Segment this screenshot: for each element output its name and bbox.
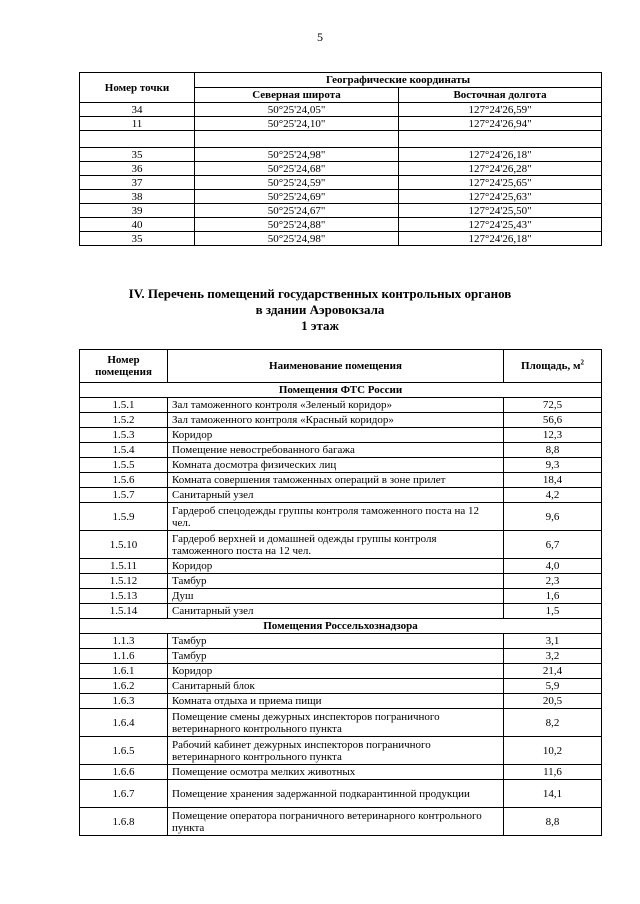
- longitude: 127°24'25,65": [399, 176, 602, 190]
- room-name: Зал таможенного контроля «Красный коридор»: [168, 413, 504, 428]
- latitude: 50°25'24,67": [195, 204, 399, 218]
- room-name: Комната досмотра физических лиц: [168, 458, 504, 473]
- group-title-fts: Помещения ФТС России: [80, 383, 602, 398]
- table-row: [80, 679, 602, 694]
- coords-group-a: [80, 103, 602, 131]
- rooms-group-rsn: [80, 619, 602, 836]
- room-area: 5,9: [504, 679, 602, 694]
- table-row: [80, 531, 602, 559]
- table-row: [80, 765, 602, 780]
- room-name: Зал таможенного контроля «Зеленый коридор»: [168, 398, 504, 413]
- coords-gap: [80, 131, 602, 148]
- table-row: [80, 488, 602, 503]
- room-number: 1.5.3: [80, 428, 168, 443]
- table-row: [80, 204, 602, 218]
- longitude: 127°24'26,18": [399, 148, 602, 162]
- room-name: Коридор: [168, 559, 504, 574]
- room-area: 20,5: [504, 694, 602, 709]
- latitude: 50°25'24,68": [195, 162, 399, 176]
- rooms-group-fts: [80, 383, 602, 619]
- room-name: Душ: [168, 589, 504, 604]
- table-row: [80, 694, 602, 709]
- room-name: Тамбур: [168, 649, 504, 664]
- room-name: Коридор: [168, 664, 504, 679]
- room-area: 6,7: [504, 531, 602, 559]
- point-number: 35: [80, 232, 195, 246]
- col-header-area: [504, 350, 602, 383]
- area-unit-sup: 2: [580, 358, 584, 367]
- table-row: [80, 649, 602, 664]
- point-number: 39: [80, 204, 195, 218]
- room-name: Гардероб спецодежды группы контроля таможенного поста на 12 чел.: [168, 503, 504, 531]
- room-number: 1.6.4: [80, 709, 168, 737]
- table-row: [80, 232, 602, 246]
- point-number: 34: [80, 103, 195, 117]
- room-number: 1.5.4: [80, 443, 168, 458]
- room-number: 1.6.2: [80, 679, 168, 694]
- table-row: [80, 737, 602, 765]
- room-name: Коридор: [168, 428, 504, 443]
- table-row: [80, 473, 602, 488]
- room-name: Помещение невостребованного багажа: [168, 443, 504, 458]
- table-row: [80, 190, 602, 204]
- point-number: 38: [80, 190, 195, 204]
- group-header-fts: [80, 383, 602, 398]
- table-row: [80, 604, 602, 619]
- table-row: [80, 458, 602, 473]
- room-area: 4,2: [504, 488, 602, 503]
- room-area: 72,5: [504, 398, 602, 413]
- longitude: 127°24'26,18": [399, 232, 602, 246]
- longitude: 127°24'26,94": [399, 117, 602, 131]
- col-header-lon: Восточная долгота: [399, 88, 602, 103]
- table-row: [80, 218, 602, 232]
- room-area: 9,3: [504, 458, 602, 473]
- room-area: 3,1: [504, 634, 602, 649]
- latitude: 50°25'24,10": [195, 117, 399, 131]
- table-row: [80, 589, 602, 604]
- point-number: 40: [80, 218, 195, 232]
- section-title-line1: IV. Перечень помещений государственных контрольных органов: [128, 286, 512, 301]
- room-area: 1,5: [504, 604, 602, 619]
- latitude: 50°25'24,05": [195, 103, 399, 117]
- point-number: 37: [80, 176, 195, 190]
- longitude: 127°24'25,43": [399, 218, 602, 232]
- room-name: Тамбур: [168, 574, 504, 589]
- room-number: 1.5.7: [80, 488, 168, 503]
- room-area: 1,6: [504, 589, 602, 604]
- room-number: 1.6.7: [80, 780, 168, 808]
- coordinates-table: [79, 72, 602, 246]
- room-area: 10,2: [504, 737, 602, 765]
- latitude: 50°25'24,98": [195, 148, 399, 162]
- room-name: Санитарный узел: [168, 488, 504, 503]
- room-number: 1.5.2: [80, 413, 168, 428]
- room-number: 1.6.6: [80, 765, 168, 780]
- col-header-point: Номер точки: [80, 73, 195, 103]
- area-unit-label: Площадь, м: [521, 360, 581, 372]
- room-name: Комната совершения таможенных операций в зоне прилет: [168, 473, 504, 488]
- room-name: Помещение хранения задержанной подкарантинной продукции: [168, 780, 504, 808]
- room-area: 4,0: [504, 559, 602, 574]
- room-area: 8,2: [504, 709, 602, 737]
- section-title-line2: в здании Аэровокзала: [255, 302, 385, 317]
- room-number: 1.5.5: [80, 458, 168, 473]
- room-name: Помещение осмотра мелких животных: [168, 765, 504, 780]
- room-number: 1.1.6: [80, 649, 168, 664]
- longitude: 127°24'26,59": [399, 103, 602, 117]
- room-number: 1.5.9: [80, 503, 168, 531]
- point-number: 35: [80, 148, 195, 162]
- rooms-table: [79, 349, 602, 836]
- room-name: Гардероб верхней и домашней одежды группы контроля таможенного поста на 12 чел.: [168, 531, 504, 559]
- table-row: [80, 117, 602, 131]
- group-title-rsn: Помещения Россельхознадзора: [80, 619, 602, 634]
- room-area: 9,6: [504, 503, 602, 531]
- col-header-room-name: Наименование помещения: [168, 350, 504, 383]
- table-row: [80, 162, 602, 176]
- latitude: 50°25'24,59": [195, 176, 399, 190]
- room-number: 1.5.12: [80, 574, 168, 589]
- point-number: 36: [80, 162, 195, 176]
- room-number: 1.6.8: [80, 808, 168, 836]
- room-number: 1.5.11: [80, 559, 168, 574]
- group-header-rsn: [80, 619, 602, 634]
- room-number: 1.6.3: [80, 694, 168, 709]
- room-area: 12,3: [504, 428, 602, 443]
- table-row: [80, 780, 602, 808]
- col-header-geo: Географические координаты: [195, 73, 602, 88]
- table-row: [80, 664, 602, 679]
- table-row: [80, 503, 602, 531]
- room-area: 56,6: [504, 413, 602, 428]
- table-row: [80, 413, 602, 428]
- room-area: 8,8: [504, 808, 602, 836]
- room-number: 1.5.13: [80, 589, 168, 604]
- table-row: [80, 428, 602, 443]
- page-number: 5: [317, 30, 323, 44]
- room-area: 8,8: [504, 443, 602, 458]
- latitude: 50°25'24,69": [195, 190, 399, 204]
- table-row: [80, 148, 602, 162]
- room-number: 1.5.6: [80, 473, 168, 488]
- latitude: 50°25'24,98": [195, 232, 399, 246]
- room-area: 14,1: [504, 780, 602, 808]
- room-number: 1.5.14: [80, 604, 168, 619]
- room-name: Помещение смены дежурных инспекторов пограничного ветеринарного контрольного пункта: [168, 709, 504, 737]
- room-area: 18,4: [504, 473, 602, 488]
- table-row: [80, 176, 602, 190]
- room-name: Санитарный блок: [168, 679, 504, 694]
- table-row: [80, 559, 602, 574]
- room-area: 11,6: [504, 765, 602, 780]
- room-number: 1.1.3: [80, 634, 168, 649]
- table-row: [80, 709, 602, 737]
- col-header-room-number: Номер помещения: [80, 350, 168, 383]
- longitude: 127°24'25,63": [399, 190, 602, 204]
- room-name: Рабочий кабинет дежурных инспекторов пограничного ветеринарного контрольного пункта: [168, 737, 504, 765]
- point-number: 11: [80, 117, 195, 131]
- room-name: Тамбур: [168, 634, 504, 649]
- table-row: [80, 634, 602, 649]
- coords-group-b: [80, 148, 602, 246]
- table-row-gap: [80, 131, 602, 148]
- col-header-lat: Северная широта: [195, 88, 399, 103]
- room-area: 21,4: [504, 664, 602, 679]
- table-row: [80, 398, 602, 413]
- table-row: [80, 808, 602, 836]
- latitude: 50°25'24,88": [195, 218, 399, 232]
- section-title-line3: 1 этаж: [301, 318, 339, 333]
- table-row: [80, 574, 602, 589]
- room-name: Помещение оператора пограничного ветеринарного контрольного пункта: [168, 808, 504, 836]
- room-area: 2,3: [504, 574, 602, 589]
- longitude: 127°24'25,50": [399, 204, 602, 218]
- room-name: Комната отдыха и приема пищи: [168, 694, 504, 709]
- section-heading: [0, 286, 640, 334]
- room-number: 1.5.1: [80, 398, 168, 413]
- room-number: 1.6.1: [80, 664, 168, 679]
- room-name: Санитарный узел: [168, 604, 504, 619]
- room-number: 1.5.10: [80, 531, 168, 559]
- room-area: 3,2: [504, 649, 602, 664]
- table-row: [80, 103, 602, 117]
- room-number: 1.6.5: [80, 737, 168, 765]
- longitude: 127°24'26,28": [399, 162, 602, 176]
- table-row: [80, 443, 602, 458]
